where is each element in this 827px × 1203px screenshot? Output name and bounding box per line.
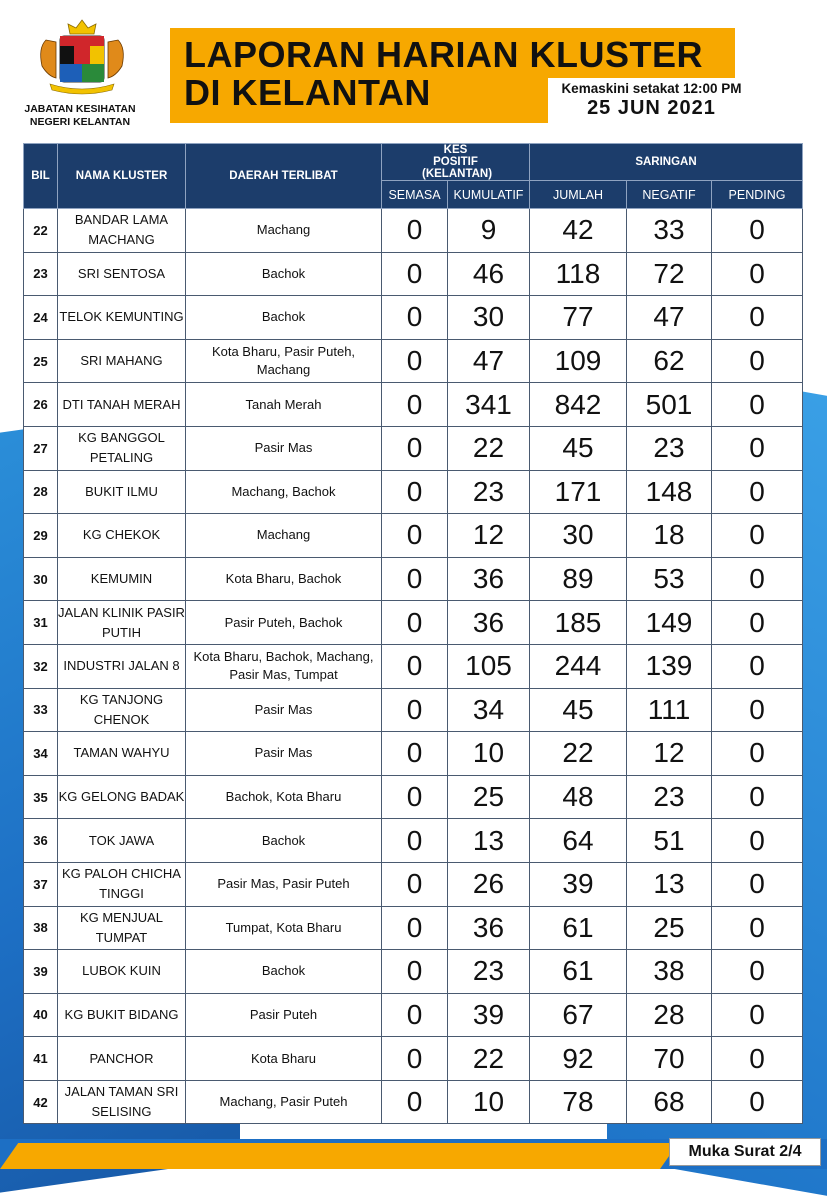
header-positive-group: KES POSITIF (KELANTAN) bbox=[382, 144, 530, 181]
header-district: DAERAH TERLIBAT bbox=[186, 144, 382, 209]
cluster-name-cell: KG BUKIT BIDANG bbox=[58, 993, 186, 1037]
screening-total-cell: 244 bbox=[530, 644, 627, 688]
district-cell: Bachok bbox=[186, 950, 382, 994]
cumulative-cases-cell: 39 bbox=[448, 993, 530, 1037]
district-cell: Machang bbox=[186, 209, 382, 253]
screening-total-cell: 48 bbox=[530, 775, 627, 819]
screening-negative-cell: 139 bbox=[627, 644, 712, 688]
screening-total-cell: 171 bbox=[530, 470, 627, 514]
cumulative-cases-cell: 10 bbox=[448, 1080, 530, 1124]
cumulative-cases-cell: 13 bbox=[448, 819, 530, 863]
screening-negative-cell: 51 bbox=[627, 819, 712, 863]
row-number-cell: 31 bbox=[24, 601, 58, 645]
screening-total-cell: 89 bbox=[530, 557, 627, 601]
cluster-table bbox=[23, 143, 803, 1124]
screening-total-cell: 30 bbox=[530, 514, 627, 558]
cluster-name-cell: BUKIT ILMU bbox=[58, 470, 186, 514]
district-cell: Kota Bharu, Bachok, Machang, Pasir Mas, Tumpat bbox=[186, 644, 382, 688]
cluster-name-cell: LUBOK KUIN bbox=[58, 950, 186, 994]
screening-pending-cell: 0 bbox=[712, 557, 803, 601]
table-row bbox=[24, 993, 803, 1037]
active-cases-cell: 0 bbox=[382, 862, 448, 906]
district-cell: Kota Bharu, Bachok bbox=[186, 557, 382, 601]
screening-total-cell: 92 bbox=[530, 1037, 627, 1081]
screening-total-cell: 67 bbox=[530, 993, 627, 1037]
row-number-cell: 35 bbox=[24, 775, 58, 819]
active-cases-cell: 0 bbox=[382, 383, 448, 427]
cumulative-cases-cell: 47 bbox=[448, 339, 530, 383]
active-cases-cell: 0 bbox=[382, 557, 448, 601]
row-number-cell: 27 bbox=[24, 426, 58, 470]
district-cell: Bachok bbox=[186, 296, 382, 340]
header-cumulative: KUMULATIF bbox=[448, 181, 530, 209]
table-row bbox=[24, 732, 803, 776]
cumulative-cases-cell: 26 bbox=[448, 862, 530, 906]
active-cases-cell: 0 bbox=[382, 426, 448, 470]
row-number-cell: 28 bbox=[24, 470, 58, 514]
cumulative-cases-cell: 36 bbox=[448, 557, 530, 601]
header-cluster-name: NAMA KLUSTER bbox=[58, 144, 186, 209]
screening-negative-cell: 23 bbox=[627, 775, 712, 819]
district-cell: Tanah Merah bbox=[186, 383, 382, 427]
active-cases-cell: 0 bbox=[382, 252, 448, 296]
row-number-cell: 29 bbox=[24, 514, 58, 558]
table-row bbox=[24, 1037, 803, 1081]
cumulative-cases-cell: 12 bbox=[448, 514, 530, 558]
screening-total-cell: 118 bbox=[530, 252, 627, 296]
table-row bbox=[24, 514, 803, 558]
screening-total-cell: 61 bbox=[530, 906, 627, 950]
district-cell: Bachok, Kota Bharu bbox=[186, 775, 382, 819]
header-negative: NEGATIF bbox=[627, 181, 712, 209]
cluster-name-cell: KG MENJUAL TUMPAT bbox=[58, 906, 186, 950]
screening-pending-cell: 0 bbox=[712, 514, 803, 558]
cumulative-cases-cell: 23 bbox=[448, 470, 530, 514]
active-cases-cell: 0 bbox=[382, 775, 448, 819]
screening-negative-cell: 70 bbox=[627, 1037, 712, 1081]
table-row bbox=[24, 339, 803, 383]
screening-total-cell: 109 bbox=[530, 339, 627, 383]
row-number-cell: 42 bbox=[24, 1080, 58, 1124]
screening-total-cell: 78 bbox=[530, 1080, 627, 1124]
screening-pending-cell: 0 bbox=[712, 1037, 803, 1081]
screening-total-cell: 39 bbox=[530, 862, 627, 906]
table-row bbox=[24, 296, 803, 340]
table-row bbox=[24, 950, 803, 994]
screening-total-cell: 45 bbox=[530, 426, 627, 470]
screening-total-cell: 64 bbox=[530, 819, 627, 863]
cluster-name-cell: KG PALOH CHICHA TINGGI bbox=[58, 862, 186, 906]
header-bil: BIL bbox=[24, 144, 58, 209]
table-row bbox=[24, 252, 803, 296]
cluster-name-cell: KG TANJONG CHENOK bbox=[58, 688, 186, 732]
screening-pending-cell: 0 bbox=[712, 296, 803, 340]
screening-negative-cell: 38 bbox=[627, 950, 712, 994]
screening-pending-cell: 0 bbox=[712, 950, 803, 994]
district-cell: Pasir Mas bbox=[186, 732, 382, 776]
cumulative-cases-cell: 22 bbox=[448, 1037, 530, 1081]
table-row bbox=[24, 557, 803, 601]
screening-pending-cell: 0 bbox=[712, 775, 803, 819]
screening-pending-cell: 0 bbox=[712, 470, 803, 514]
district-cell: Pasir Puteh, Bachok bbox=[186, 601, 382, 645]
table-row bbox=[24, 906, 803, 950]
row-number-cell: 24 bbox=[24, 296, 58, 340]
active-cases-cell: 0 bbox=[382, 296, 448, 340]
screening-total-cell: 842 bbox=[530, 383, 627, 427]
screening-negative-cell: 53 bbox=[627, 557, 712, 601]
active-cases-cell: 0 bbox=[382, 514, 448, 558]
cluster-name-cell: KG BANGGOL PETALING bbox=[58, 426, 186, 470]
row-number-cell: 41 bbox=[24, 1037, 58, 1081]
table-row bbox=[24, 862, 803, 906]
row-number-cell: 26 bbox=[24, 383, 58, 427]
report-title-line-1: LAPORAN HARIAN KLUSTER bbox=[184, 34, 703, 75]
cluster-name-cell: DTI TANAH MERAH bbox=[58, 383, 186, 427]
active-cases-cell: 0 bbox=[382, 688, 448, 732]
row-number-cell: 38 bbox=[24, 906, 58, 950]
header-screening-group: SARINGAN bbox=[530, 144, 803, 181]
report-title-line-2: DI KELANTAN bbox=[184, 72, 431, 113]
screening-negative-cell: 12 bbox=[627, 732, 712, 776]
screening-pending-cell: 0 bbox=[712, 252, 803, 296]
table-row bbox=[24, 470, 803, 514]
active-cases-cell: 0 bbox=[382, 1037, 448, 1081]
row-number-cell: 25 bbox=[24, 339, 58, 383]
active-cases-cell: 0 bbox=[382, 906, 448, 950]
table-row bbox=[24, 209, 803, 253]
district-cell: Bachok bbox=[186, 252, 382, 296]
cluster-name-cell: JALAN TAMAN SRI SELISING bbox=[58, 1080, 186, 1124]
screening-negative-cell: 25 bbox=[627, 906, 712, 950]
cluster-name-cell: JALAN KLINIK PASIR PUTIH bbox=[58, 601, 186, 645]
active-cases-cell: 0 bbox=[382, 209, 448, 253]
active-cases-cell: 0 bbox=[382, 993, 448, 1037]
cumulative-cases-cell: 46 bbox=[448, 252, 530, 296]
screening-negative-cell: 13 bbox=[627, 862, 712, 906]
active-cases-cell: 0 bbox=[382, 950, 448, 994]
active-cases-cell: 0 bbox=[382, 1080, 448, 1124]
screening-pending-cell: 0 bbox=[712, 426, 803, 470]
report-date-box bbox=[548, 78, 755, 126]
active-cases-cell: 0 bbox=[382, 339, 448, 383]
cumulative-cases-cell: 105 bbox=[448, 644, 530, 688]
header-total: JUMLAH bbox=[530, 181, 627, 209]
cumulative-cases-cell: 23 bbox=[448, 950, 530, 994]
screening-pending-cell: 0 bbox=[712, 1080, 803, 1124]
cumulative-cases-cell: 10 bbox=[448, 732, 530, 776]
report-date: 25 JUN 2021 bbox=[587, 97, 716, 119]
screening-pending-cell: 0 bbox=[712, 601, 803, 645]
district-cell: Pasir Mas bbox=[186, 688, 382, 732]
row-number-cell: 32 bbox=[24, 644, 58, 688]
cumulative-cases-cell: 341 bbox=[448, 383, 530, 427]
active-cases-cell: 0 bbox=[382, 819, 448, 863]
district-cell: Pasir Mas, Pasir Puteh bbox=[186, 862, 382, 906]
screening-total-cell: 61 bbox=[530, 950, 627, 994]
screening-negative-cell: 33 bbox=[627, 209, 712, 253]
cumulative-cases-cell: 36 bbox=[448, 906, 530, 950]
screening-negative-cell: 47 bbox=[627, 296, 712, 340]
table-row bbox=[24, 775, 803, 819]
table-row bbox=[24, 383, 803, 427]
district-cell: Kota Bharu, Pasir Puteh, Machang bbox=[186, 339, 382, 383]
cumulative-cases-cell: 25 bbox=[448, 775, 530, 819]
cluster-name-cell: SRI MAHANG bbox=[58, 339, 186, 383]
screening-pending-cell: 0 bbox=[712, 732, 803, 776]
active-cases-cell: 0 bbox=[382, 732, 448, 776]
table-row bbox=[24, 1080, 803, 1124]
department-line-1: JABATAN KESIHATAN bbox=[24, 103, 136, 115]
update-label: Kemaskini setakat 12:00 PM bbox=[561, 81, 742, 96]
department-line-2: NEGERI KELANTAN bbox=[29, 116, 131, 128]
district-cell: Tumpat, Kota Bharu bbox=[186, 906, 382, 950]
cumulative-cases-cell: 36 bbox=[448, 601, 530, 645]
screening-total-cell: 42 bbox=[530, 209, 627, 253]
cluster-name-cell: SRI SENTOSA bbox=[58, 252, 186, 296]
screening-pending-cell: 0 bbox=[712, 209, 803, 253]
screening-negative-cell: 68 bbox=[627, 1080, 712, 1124]
screening-pending-cell: 0 bbox=[712, 906, 803, 950]
background-yellow-strip bbox=[0, 1143, 678, 1169]
screening-pending-cell: 0 bbox=[712, 644, 803, 688]
cluster-name-cell: TOK JAWA bbox=[58, 819, 186, 863]
screening-pending-cell: 0 bbox=[712, 383, 803, 427]
screening-pending-cell: 0 bbox=[712, 688, 803, 732]
cluster-name-cell: TELOK KEMUNTING bbox=[58, 296, 186, 340]
screening-total-cell: 77 bbox=[530, 296, 627, 340]
screening-pending-cell: 0 bbox=[712, 339, 803, 383]
screening-total-cell: 45 bbox=[530, 688, 627, 732]
active-cases-cell: 0 bbox=[382, 644, 448, 688]
cluster-name-cell: PANCHOR bbox=[58, 1037, 186, 1081]
district-cell: Machang, Pasir Puteh bbox=[186, 1080, 382, 1124]
screening-negative-cell: 18 bbox=[627, 514, 712, 558]
row-number-cell: 23 bbox=[24, 252, 58, 296]
cluster-name-cell: KG GELONG BADAK bbox=[58, 775, 186, 819]
screening-negative-cell: 148 bbox=[627, 470, 712, 514]
screening-negative-cell: 62 bbox=[627, 339, 712, 383]
district-cell: Machang, Bachok bbox=[186, 470, 382, 514]
table-row bbox=[24, 426, 803, 470]
table-row bbox=[24, 601, 803, 645]
cumulative-cases-cell: 9 bbox=[448, 209, 530, 253]
district-cell: Pasir Puteh bbox=[186, 993, 382, 1037]
header-active: SEMASA bbox=[382, 181, 448, 209]
district-cell: Pasir Mas bbox=[186, 426, 382, 470]
cumulative-cases-cell: 22 bbox=[448, 426, 530, 470]
district-cell: Bachok bbox=[186, 819, 382, 863]
cluster-name-cell: KEMUMIN bbox=[58, 557, 186, 601]
row-number-cell: 33 bbox=[24, 688, 58, 732]
screening-negative-cell: 28 bbox=[627, 993, 712, 1037]
screening-negative-cell: 111 bbox=[627, 688, 712, 732]
screening-pending-cell: 0 bbox=[712, 993, 803, 1037]
district-cell: Kota Bharu bbox=[186, 1037, 382, 1081]
active-cases-cell: 0 bbox=[382, 470, 448, 514]
cluster-name-cell: KG CHEKOK bbox=[58, 514, 186, 558]
table-row bbox=[24, 819, 803, 863]
coat-of-arms-logo bbox=[28, 18, 136, 98]
district-cell: Machang bbox=[186, 514, 382, 558]
cluster-name-cell: TAMAN WAHYU bbox=[58, 732, 186, 776]
screening-total-cell: 185 bbox=[530, 601, 627, 645]
row-number-cell: 30 bbox=[24, 557, 58, 601]
cluster-name-cell: BANDAR LAMA MACHANG bbox=[58, 209, 186, 253]
row-number-cell: 39 bbox=[24, 950, 58, 994]
row-number-cell: 40 bbox=[24, 993, 58, 1037]
table-row bbox=[24, 644, 803, 688]
active-cases-cell: 0 bbox=[382, 601, 448, 645]
cluster-name-cell: INDUSTRI JALAN 8 bbox=[58, 644, 186, 688]
row-number-cell: 37 bbox=[24, 862, 58, 906]
screening-negative-cell: 501 bbox=[627, 383, 712, 427]
table-row bbox=[24, 688, 803, 732]
screening-pending-cell: 0 bbox=[712, 819, 803, 863]
header-pending: PENDING bbox=[712, 181, 803, 209]
row-number-cell: 36 bbox=[24, 819, 58, 863]
screening-negative-cell: 72 bbox=[627, 252, 712, 296]
row-number-cell: 22 bbox=[24, 209, 58, 253]
cumulative-cases-cell: 30 bbox=[448, 296, 530, 340]
screening-negative-cell: 23 bbox=[627, 426, 712, 470]
screening-pending-cell: 0 bbox=[712, 862, 803, 906]
screening-total-cell: 22 bbox=[530, 732, 627, 776]
page-number: Muka Surat 2/4 bbox=[669, 1138, 821, 1166]
screening-negative-cell: 149 bbox=[627, 601, 712, 645]
cumulative-cases-cell: 34 bbox=[448, 688, 530, 732]
row-number-cell: 34 bbox=[24, 732, 58, 776]
department-name bbox=[10, 103, 150, 129]
